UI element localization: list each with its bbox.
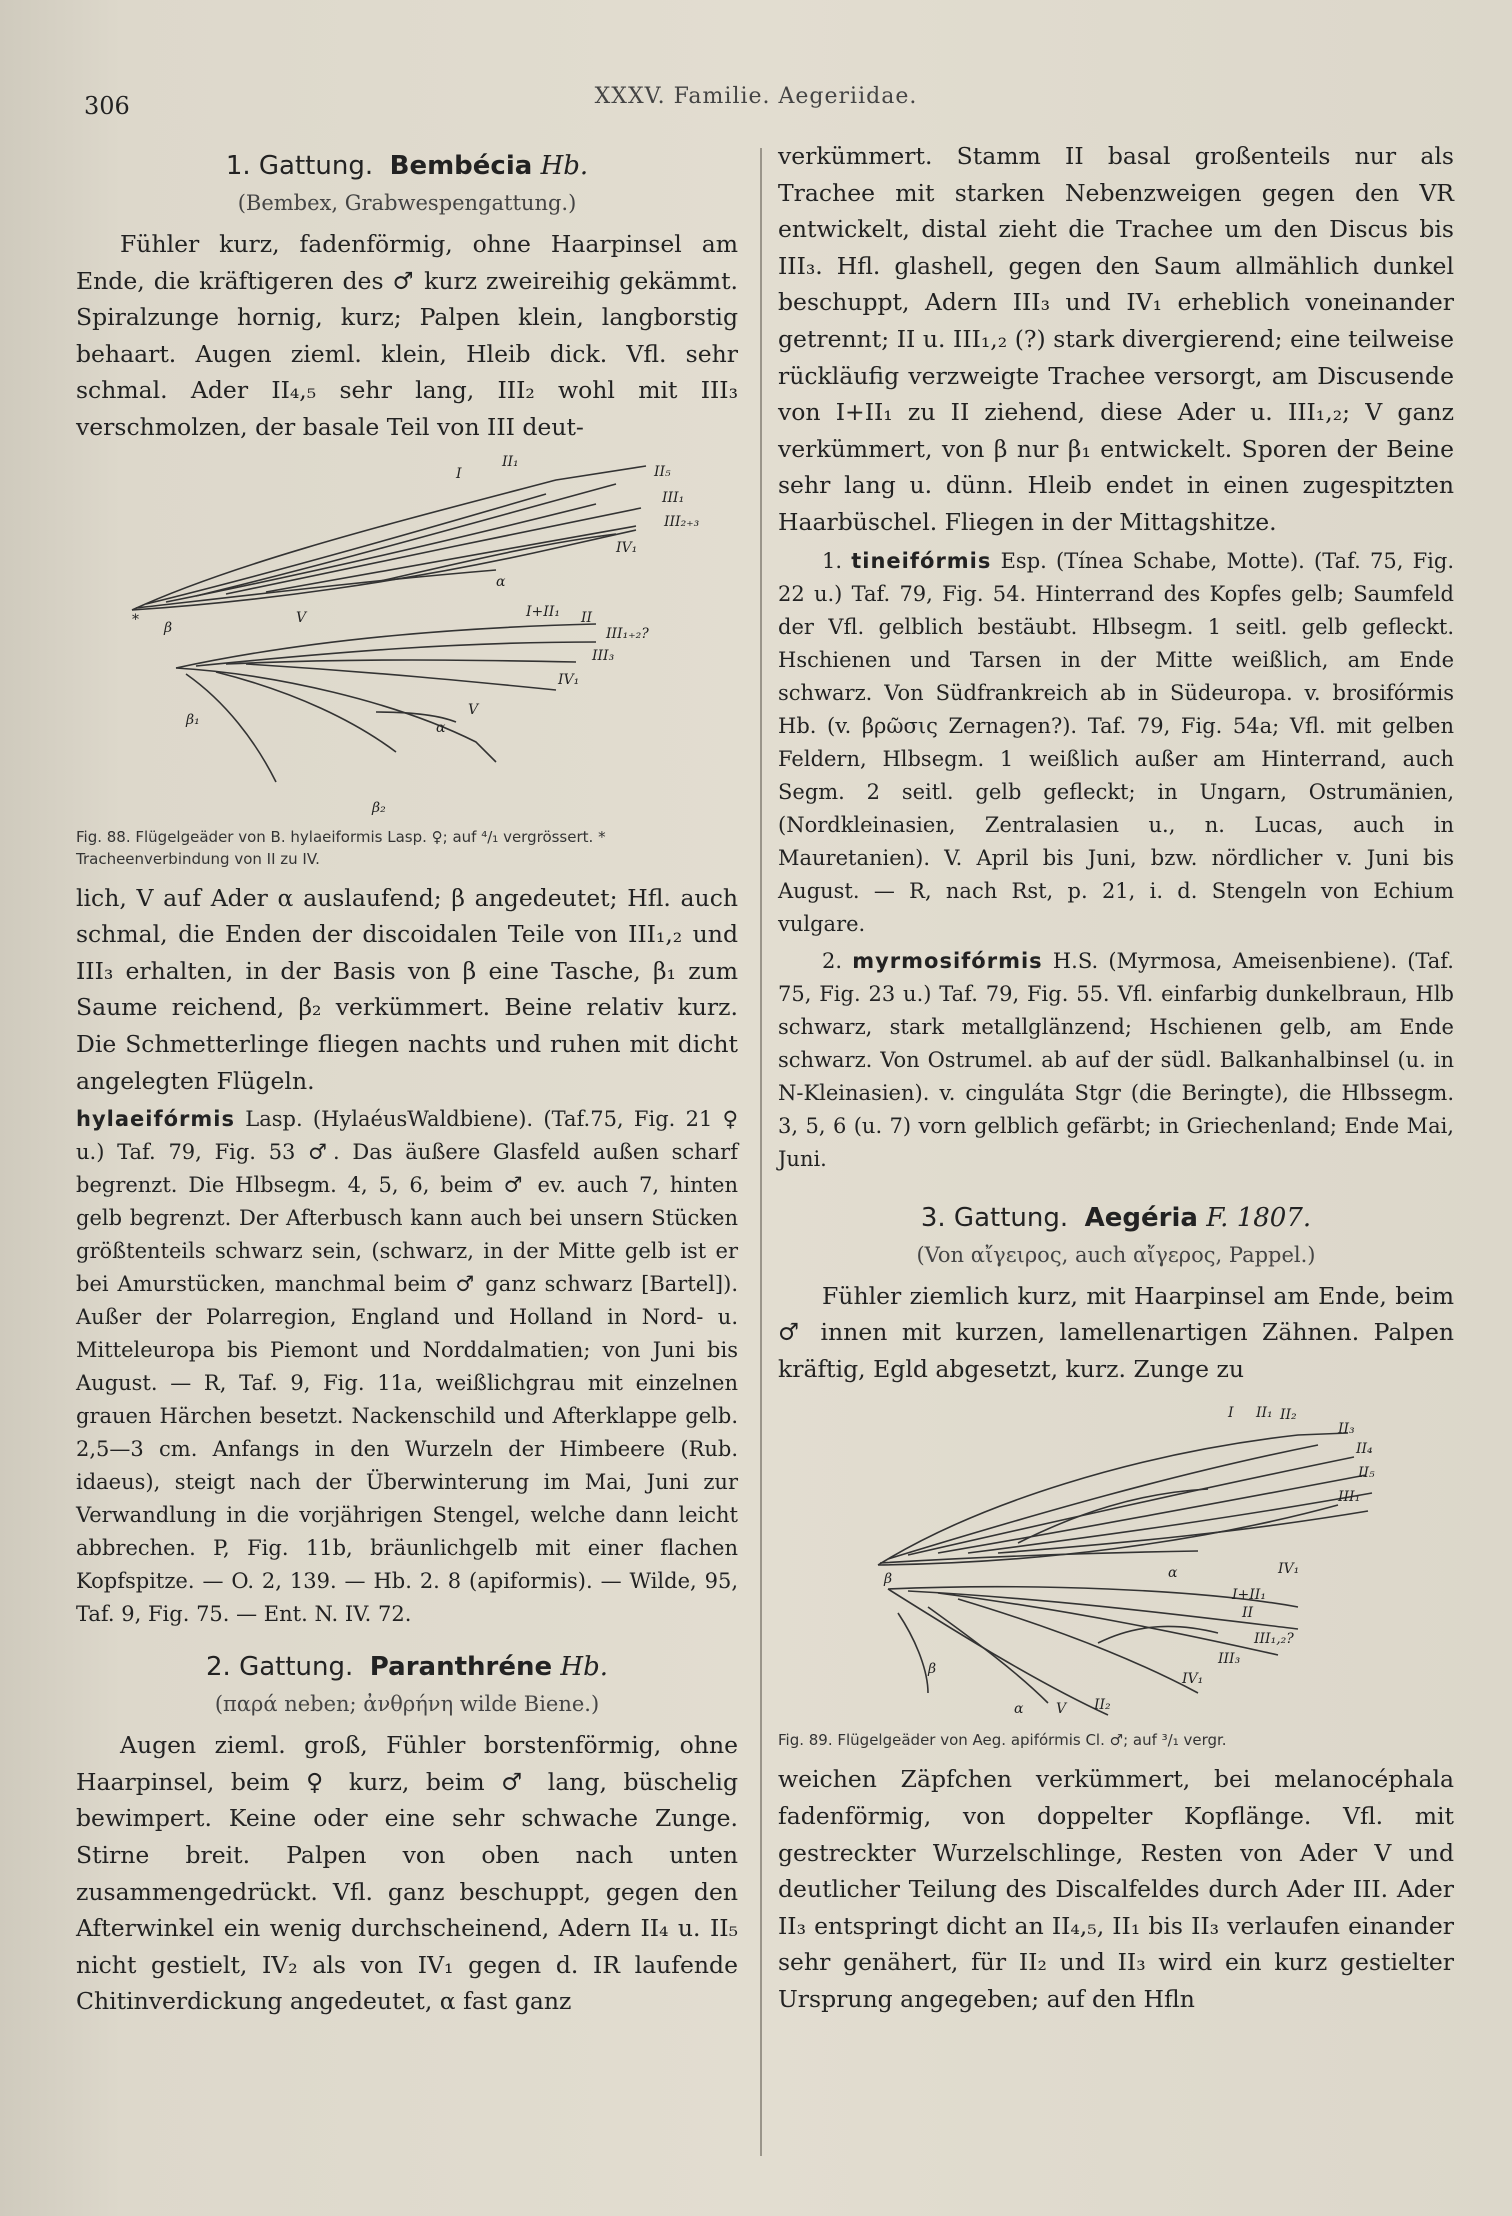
svg-text:V: V xyxy=(1056,1701,1067,1718)
column-divider xyxy=(760,148,762,2156)
svg-text:II: II xyxy=(581,609,593,626)
genus-1-heading: 1. Gattung. Bembécia Hb. xyxy=(225,151,589,181)
svg-text:II₂: II₂ xyxy=(1280,1407,1297,1424)
genus-3-etymology: (Von αἴγειρος, auch αἴγερος, Pappel.) xyxy=(916,1242,1316,1267)
genus-2-etymology: (παρά neben; ἀνθρήνη wilde Biene.) xyxy=(214,1692,600,1717)
svg-text:IV₁: IV₁ xyxy=(616,539,638,556)
genus-1-description: Fühler kurz, fadenförmig, ohne Haarpinsel am Ende, die kräftigeren des ♂ kurz zweireihig gekämmt. Spiralzunge hornig, kurz; Palpen klein, langborstig behaart. Augen zieml. klein, Hleib dick. Vfl. sehr schmal. Ader II₄,₅ sehr lang, III₂ wohl mit III₃ verschmolzen, der basale Teil von III deut- xyxy=(76,230,738,441)
svg-text:II: II xyxy=(1242,1605,1254,1622)
svg-text:II₅: II₅ xyxy=(1358,1465,1375,1482)
genus-3-heading: 3. Gattung. Aegéria F. 1807. xyxy=(920,1202,1312,1233)
left-column xyxy=(76,128,738,2176)
species-name-tineiformis: tineifórmis xyxy=(851,548,992,573)
page-number: 306 xyxy=(84,92,130,120)
species-myrmosiformis: 2. myrmosifórmis H.S. (Myrmosa, Ameisenbiene). (Taf. 75, Fig. 23 u.) Taf. 79, Fig. 55. Vfl. einfarbig dunkelbraun, Hlb schwarz, stark metallglänzend; Hschienen gelb, am Ende schwarz. Von Ostrumel. ab auf der südl. Balkanhalbinsel (u. in N-Kleinasien). v. cinguláta Stgr (die Beringte), die Hlbssegm. 3, 5, 6 (u. 7) vorn gelblich gefärbt; in Griechenland; Ende Mai, Juni. xyxy=(778,948,1454,1171)
figure-89-wing-venation xyxy=(778,1393,1454,1723)
species-tineiformis: 1. tineifórmis Esp. (Tínea Schabe, Motte). (Taf. 75, Fig. 22 u.) Taf. 79, Fig. 54. Hinterrand des Kopfes gelb; Saumfeld der Vfl. gelblich bestäubt. Hlbsegm. 1 seitl. gelb gefleckt. Hschienen und Tarsen in der Mitte weißlich, am Ende schwarz. Von Südfrankreich ab in Südeuropa. v. brosifórmis Hb. (v. βρῶσις Zernagen?). Taf. 79, Fig. 54a; Vfl. mit gelben Feldern, Hlbsegm. 1 weißlich außer am Hinterrand, auch Segm. 2 seitl. gelb gefleckt; in Ungarn, Ostrumänien, (Nordkleinasien, Zentralasien u., n. Lucas, auch in Mauretanien). V. April bis Juni, bzw. nördlicher v. Juni bis August. — R, nach Rst, p. 21, i. d. Stengeln von Echium vulgare. xyxy=(778,548,1454,936)
page-header xyxy=(70,82,1442,122)
svg-text:I: I xyxy=(1228,1405,1234,1422)
genus-2-heading: 2. Gattung. Paranthréne Hb. xyxy=(206,1652,608,1683)
svg-text:I: I xyxy=(456,465,462,482)
svg-text:II₁: II₁ xyxy=(1256,1405,1273,1422)
genus-3-description-continued: weichen Zäpfchen verkümmert, bei melanocéphala fadenförmig, von doppelter Kopflänge. Vfl. mit gestreckter Wurzelschlinge, Resten von Ader V und deutlicher Teilung des Discalfeldes durch Ader III. Ader II₃ entspringt dicht an II₄,₅, II₁ bis II₃ verlaufen einander sehr genähert, für II₂ und II₃ wird ein kurz gestielter Ursprung angegeben; auf den Hfln xyxy=(778,1765,1454,2013)
svg-text:β: β xyxy=(164,619,173,636)
svg-text:I+II₁: I+II₁ xyxy=(1232,1587,1266,1604)
genus-1-description-continued: lich, V auf Ader α auslaufend; β angedeutet; Hfl. auch schmal, die Enden der discoidalen Teile von III₁,₂ und III₃ erhalten, in der Basis von β eine Tasche, β₁ zum Saume reichend, β₂ verkümmert. Beine relativ kurz. Die Schmetterlinge fliegen nachts und ruhen mit dicht angelegten Flügeln. xyxy=(76,883,738,1095)
svg-text:III₃: III₃ xyxy=(592,647,615,664)
svg-text:*: * xyxy=(132,611,139,628)
svg-text:III₃: III₃ xyxy=(1218,1651,1241,1668)
svg-text:II₄: II₄ xyxy=(1356,1441,1373,1458)
right-column xyxy=(778,128,1454,2176)
svg-text:α: α xyxy=(1014,1701,1024,1718)
species-name-hylaeiformis: hylaeifórmis xyxy=(76,1107,235,1132)
svg-text:III₂₊₃: III₂₊₃ xyxy=(664,513,700,530)
svg-text:β₂: β₂ xyxy=(372,799,386,816)
genus-2-description: Augen zieml. groß, Fühler borstenförmig, ohne Haarpinsel, beim ♀ kurz, beim ♂ lang, büschelig bewimpert. Keine oder eine sehr schwache Zunge. Stirne breit. Palpen von oben nach unten zusammengedrückt. Vfl. ganz beschuppt, gegen den Afterwinkel ein wenig durchscheinend, Adern II₄ u. II₅ nicht gestielt, IV₂ als von IV₁ gegen d. IR laufende Chitinverdickung angedeutet, α fast ganz xyxy=(76,1731,738,2016)
svg-text:α: α xyxy=(1168,1565,1178,1582)
running-head: XXXV. Familie. Aegeriidae. xyxy=(594,84,918,109)
svg-text:III₁: III₁ xyxy=(1338,1489,1361,1506)
genus-1-etymology: (Bembex, Grabwespengattung.) xyxy=(237,191,577,215)
svg-text:I+II₁: I+II₁ xyxy=(526,603,560,620)
svg-text:IV₁: IV₁ xyxy=(1182,1671,1204,1688)
genus-3-description: Fühler ziemlich kurz, mit Haarpinsel am Ende, beim ♂ innen mit kurzen, lamellenartigen Zähnen. Palpen kräftig, Egld abgesetzt, kurz. Zunge zu xyxy=(778,1281,1454,1383)
svg-text:α: α xyxy=(436,719,446,736)
svg-text:β: β xyxy=(928,1661,937,1678)
svg-text:α: α xyxy=(496,573,506,590)
genus-2-description-continued: verkümmert. Stamm II basal großenteils nur als Trachee mit starken Nebenzweigen gegen den VR entwickelt, distal zieht die Trachee um den Discus bis III₃. Hfl. glashell, gegen den Saum allmählich dunkel beschuppt, Adern III₃ und IV₁ erheblich voneinander getrennt; II u. III₁,₂ (?) stark divergierend; eine teilweise rückläufig verzweigte Trachee versorgt, am Discusende von I+II₁ zu II ziehend, diese Ader u. III₁,₂; V ganz verkümmert, von β nur β₁ entwickelt. Sporen der Beine sehr lang u. dünn. Hleib endet in einen zugespitzten Haarbüschel. Fliegen in der Mittagshitze. xyxy=(778,142,1454,536)
figure-89-caption: Fig. 89. Flügelgeäder von Aeg. apifórmis Cl. ♂; auf ³/₁ vergr. xyxy=(778,1731,1227,1750)
svg-text:IV₁: IV₁ xyxy=(558,671,580,688)
species-name-myrmosiformis: myrmosifórmis xyxy=(852,948,1043,973)
svg-text:III₁₊₂?: III₁₊₂? xyxy=(606,625,649,642)
svg-text:II₃: II₃ xyxy=(1338,1421,1355,1438)
svg-text:β₁: β₁ xyxy=(186,711,200,728)
svg-text:V: V xyxy=(296,609,307,626)
figure-88-caption: Fig. 88. Flügelgeäder von B. hylaeiformis Lasp. ♀; auf ⁴/₁ vergrössert. * Tracheenverbindung von II zu IV. xyxy=(76,827,606,868)
svg-text:III₁,₂?: III₁,₂? xyxy=(1254,1631,1294,1648)
svg-text:IV₁: IV₁ xyxy=(1278,1561,1300,1578)
svg-text:II₅: II₅ xyxy=(654,463,671,480)
svg-text:V: V xyxy=(468,701,479,718)
svg-text:II₂: II₂ xyxy=(1094,1697,1111,1714)
svg-text:III₁: III₁ xyxy=(662,489,685,506)
svg-text:β: β xyxy=(884,1571,893,1588)
svg-text:II₁: II₁ xyxy=(502,453,519,470)
figure-88-wing-venation xyxy=(76,452,738,820)
species-hylaeiformis: hylaeifórmis Lasp. (HylaéusWaldbiene). (Taf.75, Fig. 21 ♀ u.) Taf. 79, Fig. 53 ♂. Das äußere Glasfeld außen scharf begrenzt. Die Hlbsegm. 4, 5, 6, beim ♂ ev. auch 7, hinten gelb begrenzt. Der Afterbusch kann auch bei unsern Stücken größtenteils schwarz sein, (schwarz, in der Mitte gelb ist er bei Amurstücken, manchmal beim ♂ ganz schwarz [Bartel]). Außer der Polarregion, England und Holland in Nord- u. Mitteleuropa bis Piemont und Norddalmatien; von Juni bis August. — R, Taf. 9, Fig. 11a, weißlichgrau mit einzelnen grauen Härchen besetzt. Nackenschild und Afterklappe gelb. 2,5—3 cm. Anfangs in den Wurzeln der Himbeere (Rub. idaeus), steigt nach der Überwinterung im Mai, Juni zur Verwandlung in die vorjährigen Stengel, welche dann leicht abbrechen. P, Fig. 11b, bräunlichgelb mit einer flachen Kopfspitze. — O. 2, 139. — Hb. 2. 8 (apiformis). — Wilde, 95, Taf. 9, Fig. 75. — Ent. N. IV. 72. xyxy=(76,1107,738,1627)
